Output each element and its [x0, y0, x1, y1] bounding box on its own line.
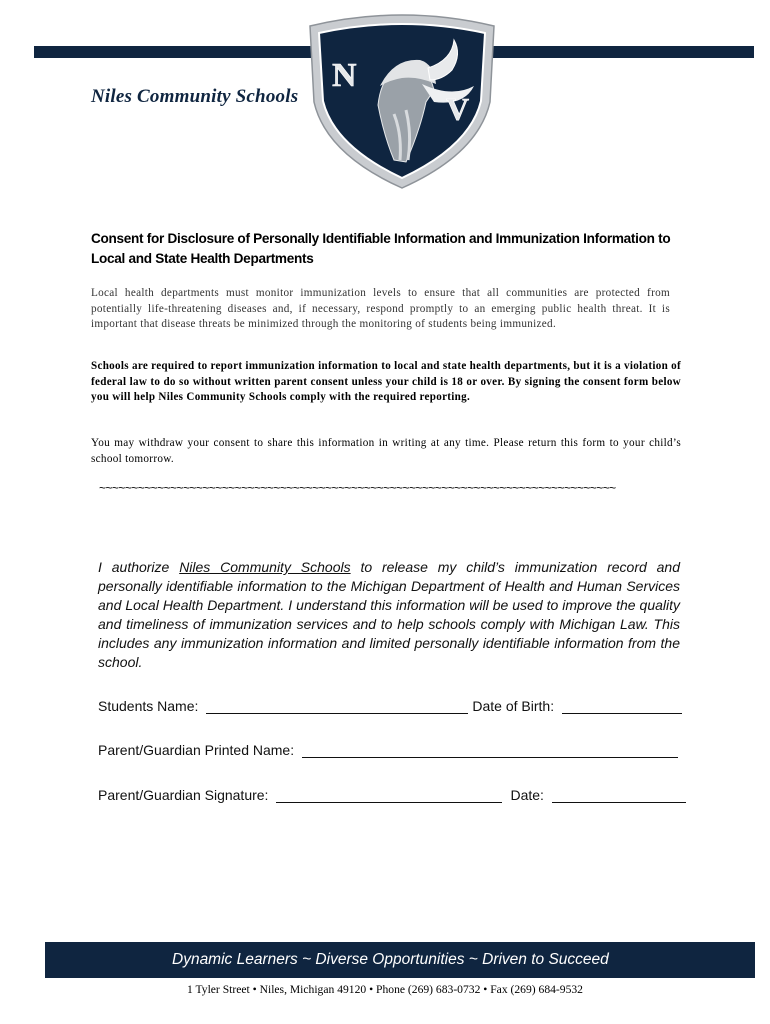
date-field[interactable] — [552, 787, 686, 803]
dob-field[interactable] — [562, 698, 682, 714]
intro-paragraph: Local health departments must monitor immunization levels to ensure that all communities are protected from potentially life-threatening diseases and, if necessary, respond promptly to an emerging public health threat. It is important that disease threats be minimized through the monitoring of students being immunized. — [91, 287, 670, 330]
student-name-field[interactable] — [206, 698, 468, 714]
footer-banner — [45, 942, 755, 978]
parent-printed-name-field[interactable] — [302, 742, 678, 758]
crest-letter-v: V — [446, 91, 470, 127]
authorization-prefix: I authorize — [98, 559, 180, 575]
student-row — [98, 698, 682, 714]
form-title-line-1: Consent for Disclosure of Personally Identifiable Information and Immunization Information to — [91, 231, 671, 246]
form-title — [91, 229, 691, 269]
school-address: 1 Tyler Street • Niles, Michigan 49120 • Phone (269) 683-0732 • Fax (269) 684-9532 — [187, 983, 583, 996]
student-name-label: Students Name: — [98, 698, 199, 714]
dob-label: Date of Birth: — [472, 698, 555, 714]
signature-row — [98, 787, 686, 803]
parent-signature-label: Parent/Guardian Signature: — [98, 787, 269, 803]
parent-printed-row — [98, 742, 678, 758]
viking-crest-logo — [302, 10, 502, 190]
tilde-separator: ~~~~~~~~~~~~~~~~~~~~~~~~~~~~~~~~~~~~~~~~~~~~~~~~~~~~~~~~~~~~~~~~~~~~~~~~~~~~~~~~ — [99, 481, 616, 495]
form-title-line-2: Local and State Health Departments — [91, 251, 314, 266]
crest-letter-n: N — [332, 57, 357, 94]
footer-tagline: Dynamic Learners ~ Diverse Opportunities ~ Driven to Succeed — [172, 951, 609, 968]
withdraw-paragraph: You may withdraw your consent to share this information in writing at any time. Please return this form to your child’s school tomorrow. — [91, 437, 681, 465]
requirement-paragraph: Schools are required to report immunization information to local and state health departments, but it is a violation of federal law to do so without written parent consent unless your child is 18 or over. By signing the consent form below you will help Niles Community Schools comply with the required reporting. — [91, 360, 681, 403]
authorization-body: to release my child’s immunization record and personally identifiable information to the Michigan Department of Health and Human Services and Local Health Department. I understand this information will be used to improve the quality and timeliness of immunization services and to help schools comply with Michigan Law. This includes any immunization information and limited personally identifiable information from the school. — [98, 559, 680, 670]
authorization-statement — [98, 558, 680, 672]
date-label: Date: — [510, 787, 544, 803]
parent-printed-name-label: Parent/Guardian Printed Name: — [98, 742, 295, 758]
school-name: Niles Community Schools — [91, 86, 299, 107]
parent-signature-field[interactable] — [276, 787, 502, 803]
authorization-school-name: Niles Community Schools — [179, 559, 351, 575]
